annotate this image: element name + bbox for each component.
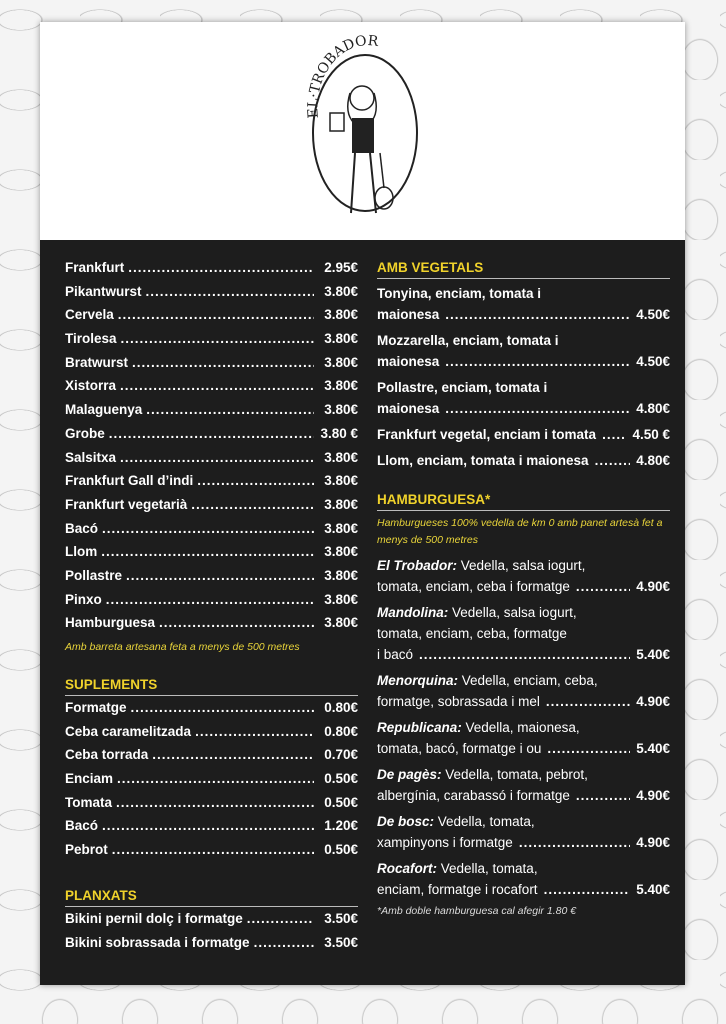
double-burger-footnote: *Amb doble hamburguesa cal afegir 1.80 € bbox=[377, 905, 577, 917]
dot-leader bbox=[118, 307, 314, 322]
burger-desc: Vedella, tomata, bbox=[434, 814, 535, 829]
item-line bbox=[377, 450, 670, 471]
item-price: 4.50€ bbox=[636, 354, 670, 369]
item-name: Frankfurt Gall d’indi bbox=[65, 473, 194, 489]
item-line bbox=[377, 764, 670, 785]
menu-page bbox=[40, 22, 685, 985]
item-name: maionesa bbox=[377, 307, 440, 322]
item-price: 3.80€ bbox=[324, 354, 358, 370]
dot-leader bbox=[419, 644, 630, 665]
dot-leader bbox=[546, 691, 630, 712]
vegetal-item bbox=[377, 424, 670, 445]
item-price: 5.40€ bbox=[636, 882, 670, 897]
item-price: 0.80€ bbox=[324, 723, 358, 739]
burger-name: Rocafort: bbox=[377, 861, 437, 876]
suplements-item bbox=[65, 747, 358, 771]
burger-item bbox=[377, 555, 670, 597]
item-line bbox=[377, 351, 670, 372]
item-price: 0.50€ bbox=[324, 771, 358, 787]
dot-leader bbox=[519, 832, 630, 853]
item-name: Llom, enciam, tomata i maionesa bbox=[377, 453, 589, 468]
burger-item bbox=[377, 811, 670, 853]
item-name: Enciam bbox=[65, 771, 114, 787]
item-line: Tonyina, enciam, tomata i bbox=[377, 286, 542, 301]
menu-item bbox=[65, 284, 358, 308]
item-price: 4.50 € bbox=[632, 427, 670, 442]
item-line: Pollastre, enciam, tomata i bbox=[377, 380, 548, 395]
item-name: Llom bbox=[65, 544, 98, 560]
burger-name: De pagès: bbox=[377, 767, 442, 782]
bread-note: Amb barreta artesana feta a menys de 500 metres bbox=[65, 641, 300, 653]
el-trobador-logo bbox=[300, 28, 430, 233]
item-price: 3.80€ bbox=[324, 544, 358, 560]
dot-leader bbox=[120, 378, 314, 393]
dot-leader bbox=[445, 304, 630, 325]
dot-leader bbox=[120, 450, 314, 465]
menu-board bbox=[40, 240, 685, 985]
item-price: 3.80€ bbox=[324, 283, 358, 299]
burger-desc: tomata, enciam, ceba i formatge bbox=[377, 579, 570, 594]
item-name: Salsitxa bbox=[65, 449, 117, 465]
item-price: 3.80€ bbox=[324, 307, 358, 323]
item-price: 3.50€ bbox=[324, 934, 358, 950]
hamburguesa-heading: HAMBURGUESA* bbox=[377, 492, 670, 511]
item-price: 3.80€ bbox=[324, 331, 358, 347]
item-price: 4.90€ bbox=[636, 788, 670, 803]
burger-item bbox=[377, 670, 670, 712]
burger-desc: Vedella, tomata, pebrot, bbox=[441, 767, 588, 782]
burger-name: De bosc: bbox=[377, 814, 435, 829]
item-name: Xistorra bbox=[65, 378, 117, 394]
burger-name: El Trobador: bbox=[377, 558, 458, 573]
menu-item bbox=[65, 378, 358, 402]
amb-vegetals-heading: AMB VEGETALS bbox=[377, 260, 670, 279]
burger-desc: i bacó bbox=[377, 647, 414, 662]
item-name: Ceba torrada bbox=[65, 747, 149, 763]
item-price: 3.80€ bbox=[324, 591, 358, 607]
dot-leader bbox=[547, 738, 630, 759]
item-price: 0.80€ bbox=[324, 700, 358, 715]
dot-leader bbox=[102, 818, 314, 833]
dot-leader bbox=[195, 724, 314, 739]
item-price: 5.40€ bbox=[636, 741, 670, 756]
burger-desc: tomata, bacó, formatge i ou bbox=[377, 741, 542, 756]
menu-item bbox=[65, 592, 358, 616]
spacer bbox=[65, 866, 358, 888]
hamburguesa-note: Hamburgueses 100% vedella de km 0 amb panet artesà fet a menys de 500 metres bbox=[377, 517, 663, 546]
item-name: Bikini pernil dolç i formatge bbox=[65, 910, 243, 926]
menu-item bbox=[65, 331, 358, 355]
burger-desc: Vedella, salsa iogurt, bbox=[448, 605, 577, 620]
item-line bbox=[377, 879, 670, 900]
menu-item bbox=[65, 355, 358, 379]
dot-leader bbox=[247, 911, 314, 926]
burger-desc: enciam, formatge i rocafort bbox=[377, 882, 538, 897]
menu-item bbox=[65, 497, 358, 521]
item-price: 4.90€ bbox=[636, 835, 670, 850]
suplements-item bbox=[65, 795, 358, 819]
planxats-heading: PLANXATS bbox=[65, 888, 358, 907]
burger-desc: Vedella, enciam, ceba, bbox=[458, 673, 598, 688]
item-line bbox=[377, 738, 670, 759]
item-price: 0.50€ bbox=[324, 842, 358, 858]
suplements-item bbox=[65, 724, 358, 748]
item-line bbox=[377, 691, 670, 712]
item-name: Pebrot bbox=[65, 842, 108, 858]
dot-leader bbox=[116, 795, 314, 810]
item-price: 4.50€ bbox=[636, 307, 670, 322]
item-price: 5.40€ bbox=[636, 647, 670, 662]
dot-leader bbox=[112, 842, 314, 857]
item-line bbox=[377, 717, 670, 738]
burger-item bbox=[377, 764, 670, 806]
item-price: 3.80€ bbox=[324, 615, 358, 631]
svg-text:EL·TROBADOR: EL·TROBADOR bbox=[305, 32, 380, 119]
item-price: 3.80€ bbox=[324, 378, 358, 394]
vegetal-item bbox=[377, 377, 670, 419]
item-price: 2.95€ bbox=[324, 260, 358, 275]
menu-item bbox=[65, 521, 358, 545]
item-name: Malaguenya bbox=[65, 402, 143, 418]
item-name: Pikantwurst bbox=[65, 283, 142, 299]
burger-desc: albergínia, carabassó i formatge bbox=[377, 788, 570, 803]
item-name: Frankfurt vegetal, enciam i tomata bbox=[377, 427, 597, 442]
item-price: 3.80€ bbox=[324, 496, 358, 512]
left-column bbox=[65, 260, 358, 958]
menu-header bbox=[40, 22, 685, 240]
burger-desc: Vedella, maionesa, bbox=[461, 720, 580, 735]
burger-name: Mandolina: bbox=[377, 605, 449, 620]
burger-desc: Vedella, salsa iogurt, bbox=[457, 558, 586, 573]
dot-leader bbox=[146, 284, 314, 299]
burger-name: Republicana: bbox=[377, 720, 462, 735]
dot-leader bbox=[109, 426, 314, 441]
menu-item bbox=[65, 260, 358, 284]
planxats-item bbox=[65, 935, 358, 959]
dot-leader bbox=[132, 355, 314, 370]
dot-leader bbox=[445, 398, 630, 419]
vegetal-item bbox=[377, 330, 670, 372]
dot-leader bbox=[146, 402, 314, 417]
dot-leader bbox=[445, 351, 630, 372]
suplements-item bbox=[65, 771, 358, 795]
item-line bbox=[377, 424, 670, 445]
item-price: 3.80€ bbox=[324, 402, 358, 418]
dot-leader bbox=[544, 879, 631, 900]
dot-leader bbox=[131, 700, 314, 715]
item-price: 0.50€ bbox=[324, 794, 358, 810]
item-price: 3.80 € bbox=[320, 425, 358, 441]
item-price: 4.90€ bbox=[636, 579, 670, 594]
right-column bbox=[377, 260, 670, 917]
dot-leader bbox=[159, 615, 314, 630]
item-line bbox=[377, 670, 670, 691]
suplements-item bbox=[65, 818, 358, 842]
item-price: 3.80€ bbox=[324, 449, 358, 465]
burger-name: Menorquina: bbox=[377, 673, 458, 688]
spacer bbox=[377, 476, 670, 492]
item-line bbox=[377, 644, 670, 665]
dot-leader bbox=[102, 521, 314, 536]
burger-item bbox=[377, 858, 670, 900]
item-line bbox=[377, 304, 670, 325]
burger-desc: Vedella, tomata, bbox=[437, 861, 538, 876]
item-name: Bacó bbox=[65, 818, 99, 834]
item-line bbox=[377, 858, 670, 879]
burger-desc: xampinyons i formatge bbox=[377, 835, 513, 850]
item-line: tomata, enciam, ceba, formatge bbox=[377, 626, 567, 641]
menu-item bbox=[65, 544, 358, 568]
item-line bbox=[377, 398, 670, 419]
dot-leader bbox=[576, 785, 630, 806]
item-name: Frankfurt vegetarià bbox=[65, 496, 188, 512]
item-name: Bratwurst bbox=[65, 354, 129, 370]
item-price: 3.80€ bbox=[324, 567, 358, 583]
suplements-item bbox=[65, 842, 358, 866]
dot-leader bbox=[126, 568, 314, 583]
item-name: Ceba caramelitzada bbox=[65, 723, 192, 739]
item-name: Tirolesa bbox=[65, 331, 117, 347]
item-line bbox=[377, 602, 670, 623]
item-name: Hamburguesa bbox=[65, 615, 156, 631]
dot-leader bbox=[576, 576, 630, 597]
dot-leader bbox=[197, 473, 314, 488]
dot-leader bbox=[106, 592, 314, 607]
item-price: 0.70€ bbox=[324, 747, 358, 763]
item-price: 3.50€ bbox=[324, 910, 358, 926]
menu-item bbox=[65, 450, 358, 474]
item-name: maionesa bbox=[377, 401, 440, 416]
item-line bbox=[377, 811, 670, 832]
item-name: Cervela bbox=[65, 307, 114, 323]
planxats-item bbox=[65, 911, 358, 935]
burger-item bbox=[377, 717, 670, 759]
item-name: Tomata bbox=[65, 794, 113, 810]
item-line bbox=[377, 785, 670, 806]
item-price: 1.20€ bbox=[324, 818, 358, 834]
menu-item bbox=[65, 615, 358, 639]
item-line bbox=[377, 576, 670, 597]
item-price: 4.80€ bbox=[636, 401, 670, 416]
menu-item bbox=[65, 426, 358, 450]
dot-leader bbox=[121, 331, 314, 346]
item-name: Bacó bbox=[65, 520, 99, 536]
item-name: Pollastre bbox=[65, 567, 123, 583]
item-price: 4.90€ bbox=[636, 694, 670, 709]
vegetal-item bbox=[377, 450, 670, 471]
dot-leader bbox=[254, 935, 314, 950]
dot-leader bbox=[191, 497, 314, 512]
item-price: 3.80€ bbox=[324, 520, 358, 536]
item-name: Grobe bbox=[65, 425, 105, 441]
burger-item bbox=[377, 602, 670, 665]
dot-leader bbox=[117, 771, 314, 786]
item-name: Frankfurt bbox=[65, 260, 125, 275]
item-name: Pinxo bbox=[65, 591, 102, 607]
dot-leader bbox=[128, 260, 314, 275]
suplements-item bbox=[65, 700, 358, 724]
menu-item bbox=[65, 307, 358, 331]
item-name: Formatge bbox=[65, 700, 127, 715]
dot-leader bbox=[595, 450, 631, 471]
dot-leader bbox=[101, 544, 314, 559]
menu-item bbox=[65, 473, 358, 497]
suplements-heading: SUPLEMENTS bbox=[65, 677, 358, 696]
item-price: 3.80€ bbox=[324, 473, 358, 489]
item-line: Mozzarella, enciam, tomata i bbox=[377, 333, 559, 348]
item-line bbox=[377, 832, 670, 853]
item-name: maionesa bbox=[377, 354, 440, 369]
item-name: Bikini sobrassada i formatge bbox=[65, 934, 250, 950]
dot-leader bbox=[602, 424, 626, 445]
item-line bbox=[377, 555, 670, 576]
vegetal-item bbox=[377, 283, 670, 325]
burger-desc: formatge, sobrassada i mel bbox=[377, 694, 540, 709]
item-price: 4.80€ bbox=[636, 453, 670, 468]
menu-item bbox=[65, 568, 358, 592]
menu-item bbox=[65, 402, 358, 426]
dot-leader bbox=[152, 747, 314, 762]
